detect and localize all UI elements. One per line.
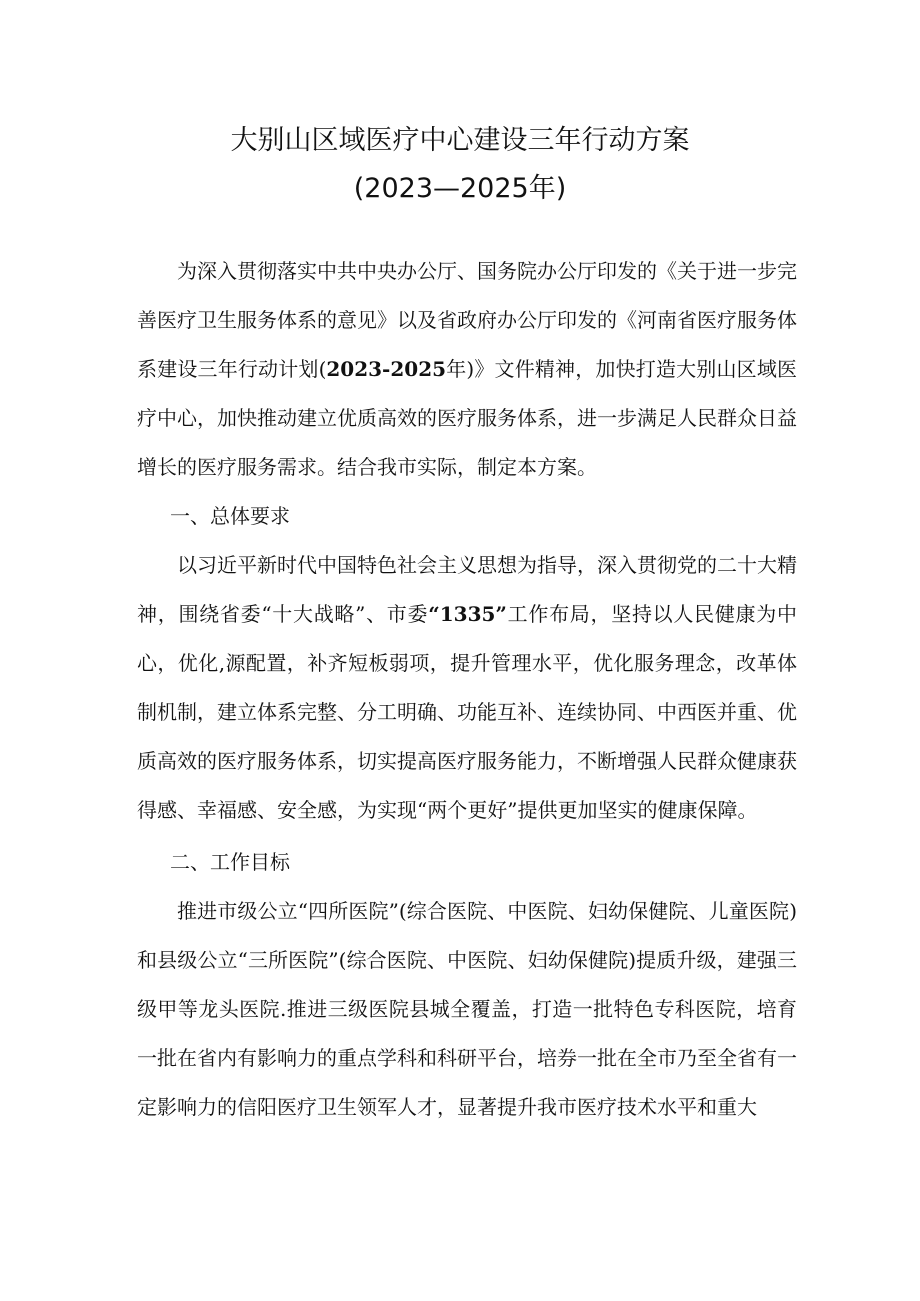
intro-paragraph [137,247,797,492]
section-paragraph-general-requirements [137,541,797,835]
section-paragraph-work-goals: 推进市级公立“四所医院”(综合医院、中医院、妇幼保健院、儿童医院)和县级公立“三所医院”(综合医院、中医院、妇幼保健院)提质升级，建强三级甲等龙头医院.推进三级医院县城全覆盖，打造一批特色专科医院，培育一批在省内有影响力的重点学科和科研平台，培券一批在全市乃至全省有一定影响力的信阳医疗卫生领军人才，显著提升我市医疗技术水平和重大 [137,899,797,1119]
section-heading-work-goals: 二、工作目标 [170,850,290,874]
intro-text-part1: 为深入贯彻落实中共中央办公厅、国务院办公厅印发的《关于进一步完善医疗卫生服务体系的意见》以及省政府办公厅印发的《河南省医疗服务体系建设三年行动计划( [137,259,797,381]
document-subtitle: (2023—2025年) [353,173,567,204]
document-body [137,247,797,1132]
section-heading-general-requirements: 一、总体要求 [170,504,290,528]
section-text-part2: 工作布局，坚持以人民健康为中心，优化,源配置，补齐短板弱项，提升管理水平，优化服务理念，改革体制机制，建立体系完整、分工明确、功能互补、连续协同、中西医并重、优质高效的医疗服务体系，切实提高医疗服务能力，不断增强人民群众健康获得感、幸福感、安全感，为实现“两个更好”提供更加坚实的健康保障。 [137,602,797,822]
section-text-bold: “1335” [428,602,507,626]
intro-years: 2023-2025 [326,357,447,381]
document-title: 大别山区域医疗中心建设三年行动方案 [230,125,690,156]
intro-text-part2: 年)》文件精神，加快打造大别山区域医疗中心，加快推动建立优质高效的医疗服务体系，进一步满足人民群众日益增长的医疗服务需求。结合我市实际，制定本方案。 [137,357,797,479]
section-text-part1: 以习近平新时代中国特色社会主义思想为指导，深入贯彻党的二十大精神，围绕省委“十大战略”、市委 [137,553,797,626]
